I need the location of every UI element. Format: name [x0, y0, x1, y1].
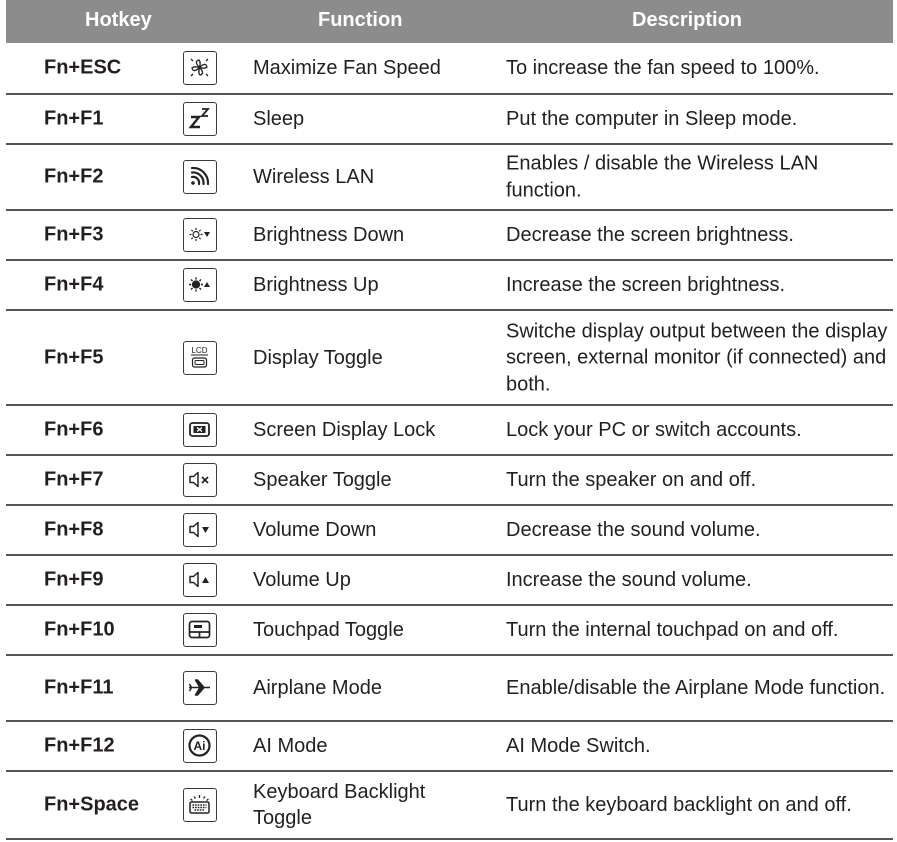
hotkey-label: Fn+F7 — [44, 468, 104, 491]
description-text: Increase the sound volume. — [506, 568, 752, 591]
sleep-icon — [183, 102, 217, 136]
lcd-icon-text: LCD — [191, 345, 208, 355]
table-row — [6, 43, 893, 95]
lock-icon — [183, 413, 217, 447]
table-row — [6, 211, 893, 261]
function-label: Keyboard Backlight Toggle — [253, 781, 426, 829]
table-header — [6, 0, 893, 43]
description-text: Switche display output between the display screen, external monitor (if connected) and both. — [506, 319, 888, 395]
description-text: Turn the internal touchpad on and off. — [506, 618, 839, 641]
table-row — [6, 772, 893, 840]
function-label: Volume Down — [253, 519, 377, 541]
description-text: Turn the keyboard backlight on and off. — [506, 793, 852, 816]
hotkey-label: Fn+Space — [44, 793, 140, 816]
brightness-down-icon — [183, 218, 217, 252]
hotkey-label: Fn+F8 — [44, 518, 104, 541]
table-row — [6, 95, 893, 145]
hotkey-label: Fn+F9 — [44, 568, 104, 591]
description-text: Turn the speaker on and off. — [506, 468, 757, 491]
function-label: Speaker Toggle — [253, 469, 392, 491]
header-function: Function — [318, 9, 403, 31]
table-row — [6, 145, 893, 211]
hotkey-label: Fn+F11 — [44, 676, 114, 699]
volume-down-icon — [183, 513, 217, 547]
volume-up-icon — [183, 563, 217, 597]
function-label: Sleep — [253, 108, 305, 130]
touchpad-icon — [183, 613, 217, 647]
hotkey-label: Fn+F3 — [44, 223, 104, 246]
lcd-icon — [183, 341, 217, 375]
table-row — [6, 311, 893, 406]
wireless-icon — [183, 160, 217, 194]
table-row — [6, 456, 893, 506]
function-label: Touchpad Toggle — [253, 619, 404, 641]
table-row — [6, 506, 893, 556]
hotkey-label: Fn+ESC — [44, 56, 122, 79]
hotkey-label: Fn+F4 — [44, 273, 104, 296]
description-text: To increase the fan speed to 100%. — [506, 56, 820, 79]
function-label: Maximize Fan Speed — [253, 57, 441, 79]
function-label: AI Mode — [253, 735, 328, 757]
ai-icon — [183, 729, 217, 763]
description-text: Lock your PC or switch accounts. — [506, 418, 802, 441]
table-row — [6, 606, 893, 656]
description-text: Increase the screen brightness. — [506, 273, 786, 296]
description-text: Enable/disable the Airplane Mode function. — [506, 676, 886, 699]
brightness-up-icon — [183, 268, 217, 302]
description-text: Decrease the screen brightness. — [506, 223, 794, 246]
hotkey-label: Fn+F12 — [44, 734, 115, 757]
description-text: Enables / disable the Wireless LAN function. — [506, 152, 819, 201]
table-row — [6, 656, 893, 722]
function-label: Brightness Up — [253, 274, 379, 296]
hotkey-table — [6, 0, 893, 840]
hotkey-label: Fn+F2 — [44, 165, 104, 188]
function-label: Volume Up — [253, 569, 351, 591]
hotkey-label: Fn+F5 — [44, 346, 104, 368]
description-text: Decrease the sound volume. — [506, 518, 761, 541]
function-label: Airplane Mode — [253, 677, 382, 699]
function-label: Wireless LAN — [253, 166, 375, 188]
speaker-mute-icon — [183, 463, 217, 497]
hotkey-label: Fn+F1 — [44, 107, 104, 130]
hotkey-label: Fn+F6 — [44, 418, 104, 441]
header-description: Description — [632, 9, 743, 31]
description-text: AI Mode Switch. — [506, 734, 651, 757]
table-row — [6, 556, 893, 606]
table-row — [6, 406, 893, 456]
keyboard-backlight-icon — [183, 788, 217, 822]
header-hotkey: Hotkey — [85, 9, 152, 31]
table-row — [6, 261, 893, 311]
description-text: Put the computer in Sleep mode. — [506, 107, 798, 130]
airplane-icon — [183, 671, 217, 705]
ai-icon-text: Ai — [193, 739, 206, 753]
function-label: Brightness Down — [253, 224, 405, 246]
table-row — [6, 722, 893, 772]
function-label: Display Toggle — [253, 346, 383, 369]
hotkey-label: Fn+F10 — [44, 618, 115, 641]
function-label: Screen Display Lock — [253, 419, 436, 441]
fan-icon — [183, 51, 217, 85]
